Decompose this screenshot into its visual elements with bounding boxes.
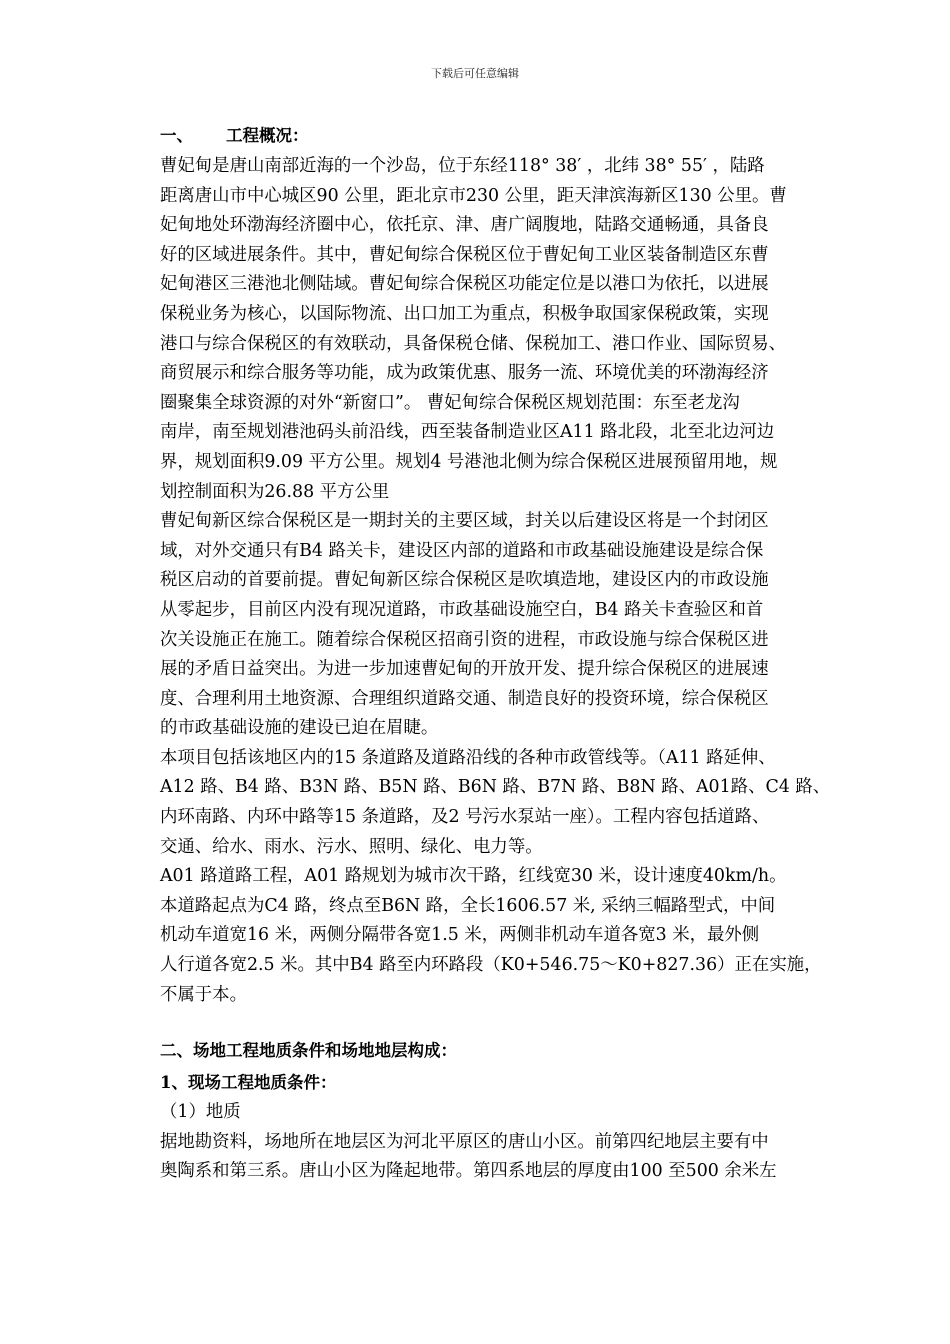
text-line: 本道路起点为C4 路，终点至B6N 路，全长1606.57 米, 采纳三幅路型式，中间 [160,895,776,916]
text-line: 曹妃甸是唐山南部近海的一个沙岛，位于东经118° 38′ ，北纬 38° 55′ ，陆路 [160,156,765,176]
section-2-heading: 二、场地工程地质条件和场地地层构成： [160,1041,457,1061]
page-header-note: 下载后可任意编辑 [431,67,519,80]
section-1-text [160,152,840,1010]
section-1-heading [160,124,840,152]
subsection-1-heading: 1、现场工程地质条件： [160,1073,337,1093]
text-line: 好的区域进展条件。其中，曹妃甸综合保税区位于曹妃甸工业区装备制造区东曹 [160,244,769,265]
text-line: A01 路道路工程，A01 路规划为城市次干路，红线宽30 米，设计速度40km/h。 [160,866,787,887]
text-line: 本项目包括该地区内的15 条道路及道路沿线的各种市政管线等。（A11 路延伸、 [160,747,776,768]
text-line: 的市政基础设施的建设已迫在眉睫。 [160,718,439,739]
text-line: 从零起步，目前区内没有现况道路，市政基础设施空白，B4 路关卡查验区和首 [160,599,764,620]
text-line: 距离唐山市中心城区90 公里，距北京市230 公里，距天津滨海新区130 公里。曹 [160,185,787,206]
document-body [160,124,840,1187]
text-line: 界，规划面积9.09 平方公里。规划4 号港池北侧为综合保税区进展预留用地，规 [160,451,778,472]
section-1-number: 一、 [160,126,193,145]
text-line: 税区启动的首要前提。曹妃甸新区综合保税区是吹填造地，建设区内的市政设施 [160,570,769,591]
text-line: 展的矛盾日益突出。为进一步加速曹妃甸的开放开发、提升综合保税区的进展速 [160,659,769,680]
section-1-title: 工程概况： [226,126,309,145]
text-line: 机动车道宽16 米，两侧分隔带各宽1.5 米，两侧非机动车道各宽3 米，最外侧 [160,925,760,946]
text-line: 内环南路、内环中路等15 条道路，及2 号污水泵站一座）。工程内容包括道路、 [160,807,770,828]
text-line: 据地勘资料，场地所在地层区为河北平原区的唐山小区。前第四纪地层主要有中 [160,1131,769,1152]
text-line: 南岸，南至规划港池码头前沿线，西至装备制造业区A11 路北段，北至北边河边 [160,422,775,443]
text-line: 域，对外交通只有B4 路关卡，建设区内部的道路和市政基础设施建设是综合保 [160,540,764,561]
text-line: 圈聚集全球资源的对外“新窗口”。 曹妃甸综合保税区规划范围：东至老龙沟 [160,392,740,413]
text-line: 次关设施正在施工。随着综合保税区招商引资的进程，市政设施与综合保税区进 [160,629,769,650]
item-label: （1）地质 [160,1102,241,1123]
text-line: 划控制面积为26.88 平方公里 [160,481,390,502]
text-line: 奥陶系和第三系。唐山小区为隆起地带。第四系地层的厚度由100 至500 余米左 [160,1161,777,1182]
text-line: 交通、给水、雨水、污水、照明、绿化、电力等。 [160,836,543,857]
text-line: 不属于本。 [160,984,247,1005]
text-line: 商贸展示和综合服务等功能，成为政策优惠、服务一流、环境优美的环渤海经济 [160,363,769,384]
text-line: A12 路、B4 路、B3N 路、B5N 路、B6N 路、B7N 路、B8N 路、A01路、C4 路、 [160,777,831,798]
text-line: 度、合理利用土地资源、合理组织道路交通、制造良好的投资环境，综合保税区 [160,688,769,709]
section-spacer [160,1010,840,1034]
text-line: 妃甸港区三港池北侧陆域。曹妃甸综合保税区功能定位是以港口为依托，以进展 [160,274,769,295]
text-line: 港口与综合保税区的有效联动，具备保税仓储、保税加工、港口作业、国际贸易、 [160,333,787,354]
text-line: 人行道各宽2.5 米。其中B4 路至内环路段（K0+546.75～K0+827.36）正在实施， [160,955,822,976]
text-line: 曹妃甸新区综合保税区是一期封关的主要区域，封关以后建设区将是一个封闭区 [160,511,769,532]
text-line: 妃甸地处环渤海经济圈中心，依托京、津、唐广阔腹地，陆路交通畅通，具备良 [160,215,769,236]
text-line: 保税业务为核心，以国际物流、出口加工为重点，积极争取国家保税政策，实现 [160,303,769,324]
